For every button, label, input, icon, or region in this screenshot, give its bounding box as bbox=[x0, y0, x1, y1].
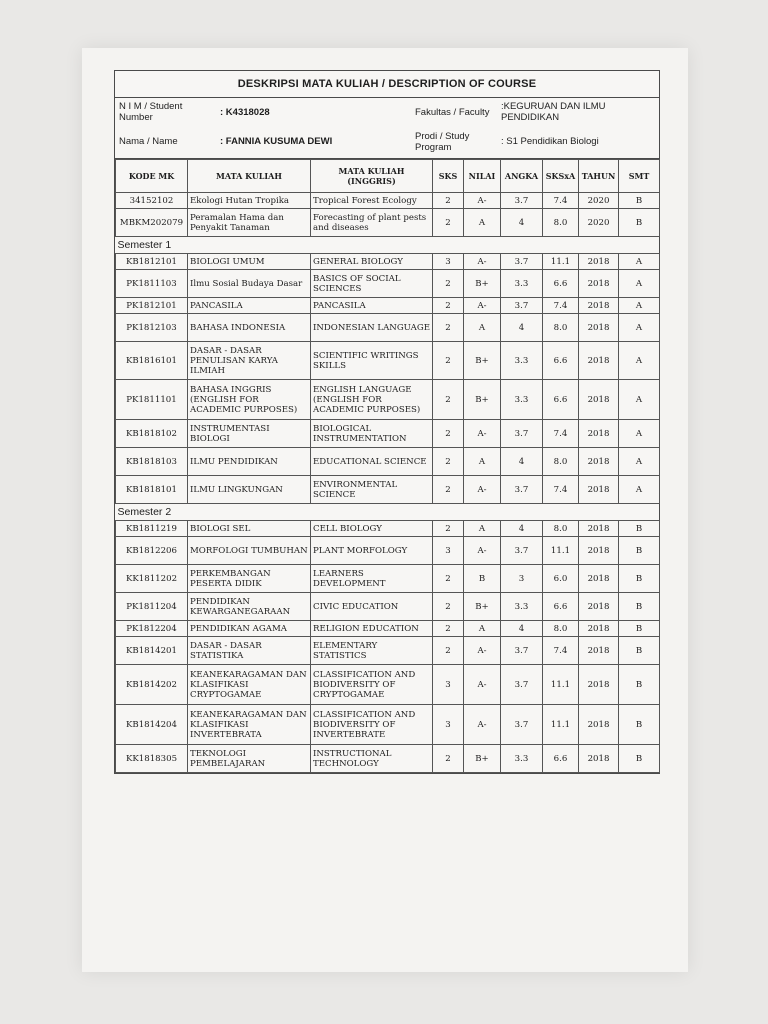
cell-mata-kuliah: KEANEKARAGAMAN DAN KLASIFIKASI INVERTEBRATA bbox=[188, 705, 311, 745]
cell-tahun: 2020 bbox=[579, 193, 619, 209]
cell-sks: 2 bbox=[433, 342, 464, 380]
cell-mata-kuliah: Ilmu Sosial Budaya Dasar bbox=[188, 270, 311, 298]
cell-mata-kuliah-inggris: LEARNERS DEVELOPMENT bbox=[311, 565, 433, 593]
cell-sks: 3 bbox=[433, 537, 464, 565]
cell-tahun: 2018 bbox=[579, 342, 619, 380]
header-mata-kuliah-inggris: MATA KULIAH (INGGRIS) bbox=[311, 160, 433, 193]
cell-tahun: 2018 bbox=[579, 254, 619, 270]
cell-mata-kuliah: MORFOLOGI TUMBUHAN bbox=[188, 537, 311, 565]
cell-smt: A bbox=[619, 270, 660, 298]
cell-angka: 3.3 bbox=[501, 745, 543, 773]
cell-sksxa: 6.6 bbox=[543, 380, 579, 420]
cell-tahun: 2020 bbox=[579, 209, 619, 237]
cell-sksxa: 7.4 bbox=[543, 637, 579, 665]
cell-angka: 3 bbox=[501, 565, 543, 593]
cell-sks: 2 bbox=[433, 314, 464, 342]
cell-sksxa: 8.0 bbox=[543, 314, 579, 342]
cell-mata-kuliah-inggris: INDONESIAN LANGUAGE bbox=[311, 314, 433, 342]
cell-tahun: 2018 bbox=[579, 637, 619, 665]
table-row bbox=[116, 593, 660, 621]
cell-kode: KB1818101 bbox=[116, 476, 188, 504]
cell-mata-kuliah-inggris: BIOLOGICAL INSTRUMENTATION bbox=[311, 420, 433, 448]
cell-tahun: 2018 bbox=[579, 521, 619, 537]
cell-sks: 2 bbox=[433, 565, 464, 593]
cell-angka: 3.7 bbox=[501, 298, 543, 314]
table-row bbox=[116, 380, 660, 420]
cell-mata-kuliah: BIOLOGI UMUM bbox=[188, 254, 311, 270]
cell-mata-kuliah: INSTRUMENTASI BIOLOGI bbox=[188, 420, 311, 448]
cell-mata-kuliah-inggris: SCIENTIFIC WRITINGS SKILLS bbox=[311, 342, 433, 380]
name-label: Nama / Name bbox=[119, 136, 178, 147]
table-row bbox=[116, 314, 660, 342]
cell-sks: 2 bbox=[433, 521, 464, 537]
cell-smt: B bbox=[619, 665, 660, 705]
cell-sksxa: 6.6 bbox=[543, 593, 579, 621]
cell-tahun: 2018 bbox=[579, 380, 619, 420]
cell-mata-kuliah: TEKNOLOGI PEMBELAJARAN bbox=[188, 745, 311, 773]
cell-mata-kuliah: BAHASA INDONESIA bbox=[188, 314, 311, 342]
cell-angka: 3.3 bbox=[501, 342, 543, 380]
cell-tahun: 2018 bbox=[579, 298, 619, 314]
cell-kode: KB1811219 bbox=[116, 521, 188, 537]
cell-kode: PK1811103 bbox=[116, 270, 188, 298]
table-row bbox=[116, 521, 660, 537]
cell-mata-kuliah-inggris: Forecasting of plant pests and diseases bbox=[311, 209, 433, 237]
cell-mata-kuliah: DASAR - DASAR STATISTIKA bbox=[188, 637, 311, 665]
header-angka: ANGKA bbox=[501, 160, 543, 193]
cell-kode: PK1811204 bbox=[116, 593, 188, 621]
cell-smt: B bbox=[619, 521, 660, 537]
header-tahun: TAHUN bbox=[579, 160, 619, 193]
table-row bbox=[116, 705, 660, 745]
cell-kode: KK1811202 bbox=[116, 565, 188, 593]
cell-sksxa: 7.4 bbox=[543, 476, 579, 504]
cell-nilai: A- bbox=[464, 637, 501, 665]
cell-mata-kuliah-inggris: BASICS OF SOCIAL SCIENCES bbox=[311, 270, 433, 298]
student-info bbox=[115, 98, 659, 159]
cell-sksxa: 8.0 bbox=[543, 521, 579, 537]
cell-smt: B bbox=[619, 637, 660, 665]
cell-sks: 2 bbox=[433, 621, 464, 637]
cell-nilai: A- bbox=[464, 298, 501, 314]
table-row bbox=[116, 342, 660, 380]
cell-angka: 3.7 bbox=[501, 476, 543, 504]
header-nilai: NILAI bbox=[464, 160, 501, 193]
cell-smt: B bbox=[619, 705, 660, 745]
cell-sksxa: 6.6 bbox=[543, 270, 579, 298]
cell-tahun: 2018 bbox=[579, 621, 619, 637]
cell-sks: 2 bbox=[433, 380, 464, 420]
cell-smt: B bbox=[619, 193, 660, 209]
cell-kode: KB1814202 bbox=[116, 665, 188, 705]
cell-mata-kuliah-inggris: PLANT MORFOLOGY bbox=[311, 537, 433, 565]
cell-mata-kuliah-inggris: PANCASILA bbox=[311, 298, 433, 314]
cell-kode: PK1812103 bbox=[116, 314, 188, 342]
cell-sksxa: 8.0 bbox=[543, 448, 579, 476]
cell-mata-kuliah: PERKEMBANGAN PESERTA DIDIK bbox=[188, 565, 311, 593]
header-smt: SMT bbox=[619, 160, 660, 193]
cell-mata-kuliah-inggris: ENGLISH LANGUAGE (ENGLISH FOR ACADEMIC PURPOSES) bbox=[311, 380, 433, 420]
cell-tahun: 2018 bbox=[579, 270, 619, 298]
table-row bbox=[116, 193, 660, 209]
semester-1-heading-row bbox=[116, 237, 660, 254]
cell-mata-kuliah: PENDIDIKAN KEWARGANEGARAAN bbox=[188, 593, 311, 621]
cell-smt: B bbox=[619, 537, 660, 565]
faculty-label: Fakultas / Faculty bbox=[415, 107, 490, 118]
cell-mata-kuliah-inggris: CLASSIFICATION AND BIODIVERSITY OF INVERTEBRATE bbox=[311, 705, 433, 745]
cell-tahun: 2018 bbox=[579, 665, 619, 705]
cell-mata-kuliah-inggris: ENVIRONMENTAL SCIENCE bbox=[311, 476, 433, 504]
cell-angka: 4 bbox=[501, 209, 543, 237]
cell-mata-kuliah-inggris: GENERAL BIOLOGY bbox=[311, 254, 433, 270]
cell-smt: A bbox=[619, 420, 660, 448]
cell-smt: A bbox=[619, 342, 660, 380]
cell-tahun: 2018 bbox=[579, 745, 619, 773]
cell-nilai: B+ bbox=[464, 745, 501, 773]
cell-angka: 3.7 bbox=[501, 665, 543, 705]
cell-kode: KB1818102 bbox=[116, 420, 188, 448]
cell-mata-kuliah: KEANEKARAGAMAN DAN KLASIFIKASI CRYPTOGAMAE bbox=[188, 665, 311, 705]
cell-nilai: A- bbox=[464, 420, 501, 448]
cell-tahun: 2018 bbox=[579, 705, 619, 745]
cell-nilai: A bbox=[464, 314, 501, 342]
cell-sks: 2 bbox=[433, 745, 464, 773]
cell-sks: 2 bbox=[433, 448, 464, 476]
cell-angka: 3.3 bbox=[501, 380, 543, 420]
cell-sksxa: 11.1 bbox=[543, 705, 579, 745]
cell-kode: 34152102 bbox=[116, 193, 188, 209]
semester-1-label: Semester 1 bbox=[116, 237, 660, 254]
header-sksxa: SKSxA bbox=[543, 160, 579, 193]
cell-sks: 3 bbox=[433, 665, 464, 705]
cell-mata-kuliah-inggris: Tropical Forest Ecology bbox=[311, 193, 433, 209]
cell-sks: 2 bbox=[433, 209, 464, 237]
cell-smt: A bbox=[619, 254, 660, 270]
prodi-value: : S1 Pendidikan Biologi bbox=[501, 136, 599, 147]
cell-smt: B bbox=[619, 209, 660, 237]
cell-nilai: A- bbox=[464, 254, 501, 270]
table-header-row bbox=[116, 160, 660, 193]
cell-nilai: B+ bbox=[464, 342, 501, 380]
cell-kode: KK1818305 bbox=[116, 745, 188, 773]
cell-angka: 4 bbox=[501, 448, 543, 476]
cell-tahun: 2018 bbox=[579, 565, 619, 593]
table-row bbox=[116, 621, 660, 637]
cell-angka: 3.7 bbox=[501, 705, 543, 745]
cell-angka: 3.7 bbox=[501, 420, 543, 448]
cell-angka: 3.7 bbox=[501, 254, 543, 270]
cell-angka: 3.7 bbox=[501, 637, 543, 665]
cell-nilai: B+ bbox=[464, 593, 501, 621]
header-kode: KODE MK bbox=[116, 160, 188, 193]
table-row bbox=[116, 665, 660, 705]
table-row bbox=[116, 209, 660, 237]
cell-sks: 2 bbox=[433, 637, 464, 665]
cell-nilai: A- bbox=[464, 537, 501, 565]
cell-sks: 2 bbox=[433, 193, 464, 209]
cell-sks: 2 bbox=[433, 593, 464, 621]
cell-kode: MBKM202079 bbox=[116, 209, 188, 237]
nim-value: : K4318028 bbox=[220, 107, 270, 118]
cell-nilai: A- bbox=[464, 476, 501, 504]
cell-mata-kuliah: ILMU LINGKUNGAN bbox=[188, 476, 311, 504]
cell-mata-kuliah: PENDIDIKAN AGAMA bbox=[188, 621, 311, 637]
cell-sks: 2 bbox=[433, 476, 464, 504]
cell-nilai: A- bbox=[464, 705, 501, 745]
header-mata-kuliah: MATA KULIAH bbox=[188, 160, 311, 193]
cell-sksxa: 7.4 bbox=[543, 298, 579, 314]
cell-sksxa: 11.1 bbox=[543, 254, 579, 270]
cell-mata-kuliah: Peramalan Hama dan Penyakit Tanaman bbox=[188, 209, 311, 237]
cell-kode: PK1811101 bbox=[116, 380, 188, 420]
cell-nilai: A bbox=[464, 209, 501, 237]
cell-sksxa: 6.6 bbox=[543, 342, 579, 380]
cell-angka: 4 bbox=[501, 621, 543, 637]
cell-sks: 2 bbox=[433, 270, 464, 298]
cell-nilai: A- bbox=[464, 193, 501, 209]
cell-sksxa: 8.0 bbox=[543, 209, 579, 237]
table-row bbox=[116, 537, 660, 565]
cell-smt: A bbox=[619, 314, 660, 342]
cell-nilai: A bbox=[464, 448, 501, 476]
cell-kode: PK1812204 bbox=[116, 621, 188, 637]
table-row bbox=[116, 448, 660, 476]
table-row bbox=[116, 476, 660, 504]
cell-sksxa: 6.0 bbox=[543, 565, 579, 593]
cell-nilai: B bbox=[464, 565, 501, 593]
cell-nilai: A bbox=[464, 621, 501, 637]
cell-smt: A bbox=[619, 380, 660, 420]
cell-sksxa: 8.0 bbox=[543, 621, 579, 637]
cell-kode: KB1818103 bbox=[116, 448, 188, 476]
table-row bbox=[116, 420, 660, 448]
cell-sksxa: 7.4 bbox=[543, 193, 579, 209]
cell-mata-kuliah-inggris: CELL BIOLOGY bbox=[311, 521, 433, 537]
cell-kode: PK1812101 bbox=[116, 298, 188, 314]
cell-tahun: 2018 bbox=[579, 420, 619, 448]
cell-kode: KB1812206 bbox=[116, 537, 188, 565]
cell-angka: 3.7 bbox=[501, 537, 543, 565]
prodi-label: Prodi / Study Program bbox=[415, 131, 470, 153]
cell-sks: 3 bbox=[433, 705, 464, 745]
cell-mata-kuliah: BIOLOGI SEL bbox=[188, 521, 311, 537]
cell-sksxa: 11.1 bbox=[543, 665, 579, 705]
cell-mata-kuliah: Ekologi Hutan Tropika bbox=[188, 193, 311, 209]
cell-smt: A bbox=[619, 448, 660, 476]
cell-angka: 4 bbox=[501, 521, 543, 537]
cell-tahun: 2018 bbox=[579, 314, 619, 342]
cell-sksxa: 7.4 bbox=[543, 420, 579, 448]
cell-mata-kuliah: ILMU PENDIDIKAN bbox=[188, 448, 311, 476]
cell-mata-kuliah-inggris: RELIGION EDUCATION bbox=[311, 621, 433, 637]
cell-kode: KB1814204 bbox=[116, 705, 188, 745]
cell-mata-kuliah: PANCASILA bbox=[188, 298, 311, 314]
cell-tahun: 2018 bbox=[579, 537, 619, 565]
cell-mata-kuliah-inggris: EDUCATIONAL SCIENCE bbox=[311, 448, 433, 476]
cell-angka: 3.3 bbox=[501, 593, 543, 621]
cell-mata-kuliah: DASAR - DASAR PENULISAN KARYA ILMIAH bbox=[188, 342, 311, 380]
semester-2-label: Semester 2 bbox=[116, 504, 660, 521]
cell-mata-kuliah: BAHASA INGGRIS (ENGLISH FOR ACADEMIC PURPOSES) bbox=[188, 380, 311, 420]
cell-angka: 4 bbox=[501, 314, 543, 342]
cell-smt: B bbox=[619, 565, 660, 593]
cell-sksxa: 6.6 bbox=[543, 745, 579, 773]
cell-nilai: A- bbox=[464, 665, 501, 705]
cell-tahun: 2018 bbox=[579, 448, 619, 476]
cell-smt: A bbox=[619, 298, 660, 314]
table-row bbox=[116, 745, 660, 773]
cell-nilai: B+ bbox=[464, 380, 501, 420]
cell-tahun: 2018 bbox=[579, 476, 619, 504]
cell-sks: 3 bbox=[433, 254, 464, 270]
cell-sks: 2 bbox=[433, 420, 464, 448]
semester-2-heading-row bbox=[116, 504, 660, 521]
cell-mata-kuliah-inggris: CLASSIFICATION AND BIODIVERSITY OF CRYPTOGAMAE bbox=[311, 665, 433, 705]
table-row bbox=[116, 565, 660, 593]
header-sks: SKS bbox=[433, 160, 464, 193]
cell-angka: 3.7 bbox=[501, 193, 543, 209]
nim-label: N I M / Student Number bbox=[119, 101, 183, 123]
course-description-document bbox=[114, 70, 660, 774]
table-row bbox=[116, 270, 660, 298]
cell-smt: B bbox=[619, 593, 660, 621]
cell-nilai: B+ bbox=[464, 270, 501, 298]
cell-angka: 3.3 bbox=[501, 270, 543, 298]
cell-smt: B bbox=[619, 621, 660, 637]
cell-mata-kuliah-inggris: CIVIC EDUCATION bbox=[311, 593, 433, 621]
cell-kode: KB1816101 bbox=[116, 342, 188, 380]
cell-kode: KB1814201 bbox=[116, 637, 188, 665]
cell-smt: A bbox=[619, 476, 660, 504]
cell-tahun: 2018 bbox=[579, 593, 619, 621]
cell-mata-kuliah-inggris: ELEMENTARY STATISTICS bbox=[311, 637, 433, 665]
cell-mata-kuliah-inggris: INSTRUCTIONAL TECHNOLOGY bbox=[311, 745, 433, 773]
cell-nilai: A bbox=[464, 521, 501, 537]
course-table bbox=[115, 159, 660, 773]
table-row bbox=[116, 637, 660, 665]
faculty-value: :KEGURUAN DAN ILMU PENDIDIKAN bbox=[501, 101, 606, 123]
cell-smt: B bbox=[619, 745, 660, 773]
cell-sks: 2 bbox=[433, 298, 464, 314]
table-row bbox=[116, 254, 660, 270]
table-row bbox=[116, 298, 660, 314]
cell-kode: KB1812101 bbox=[116, 254, 188, 270]
document-title: DESKRIPSI MATA KULIAH / DESCRIPTION OF COURSE bbox=[115, 71, 659, 98]
cell-sksxa: 11.1 bbox=[543, 537, 579, 565]
name-value: : FANNIA KUSUMA DEWI bbox=[220, 136, 333, 147]
